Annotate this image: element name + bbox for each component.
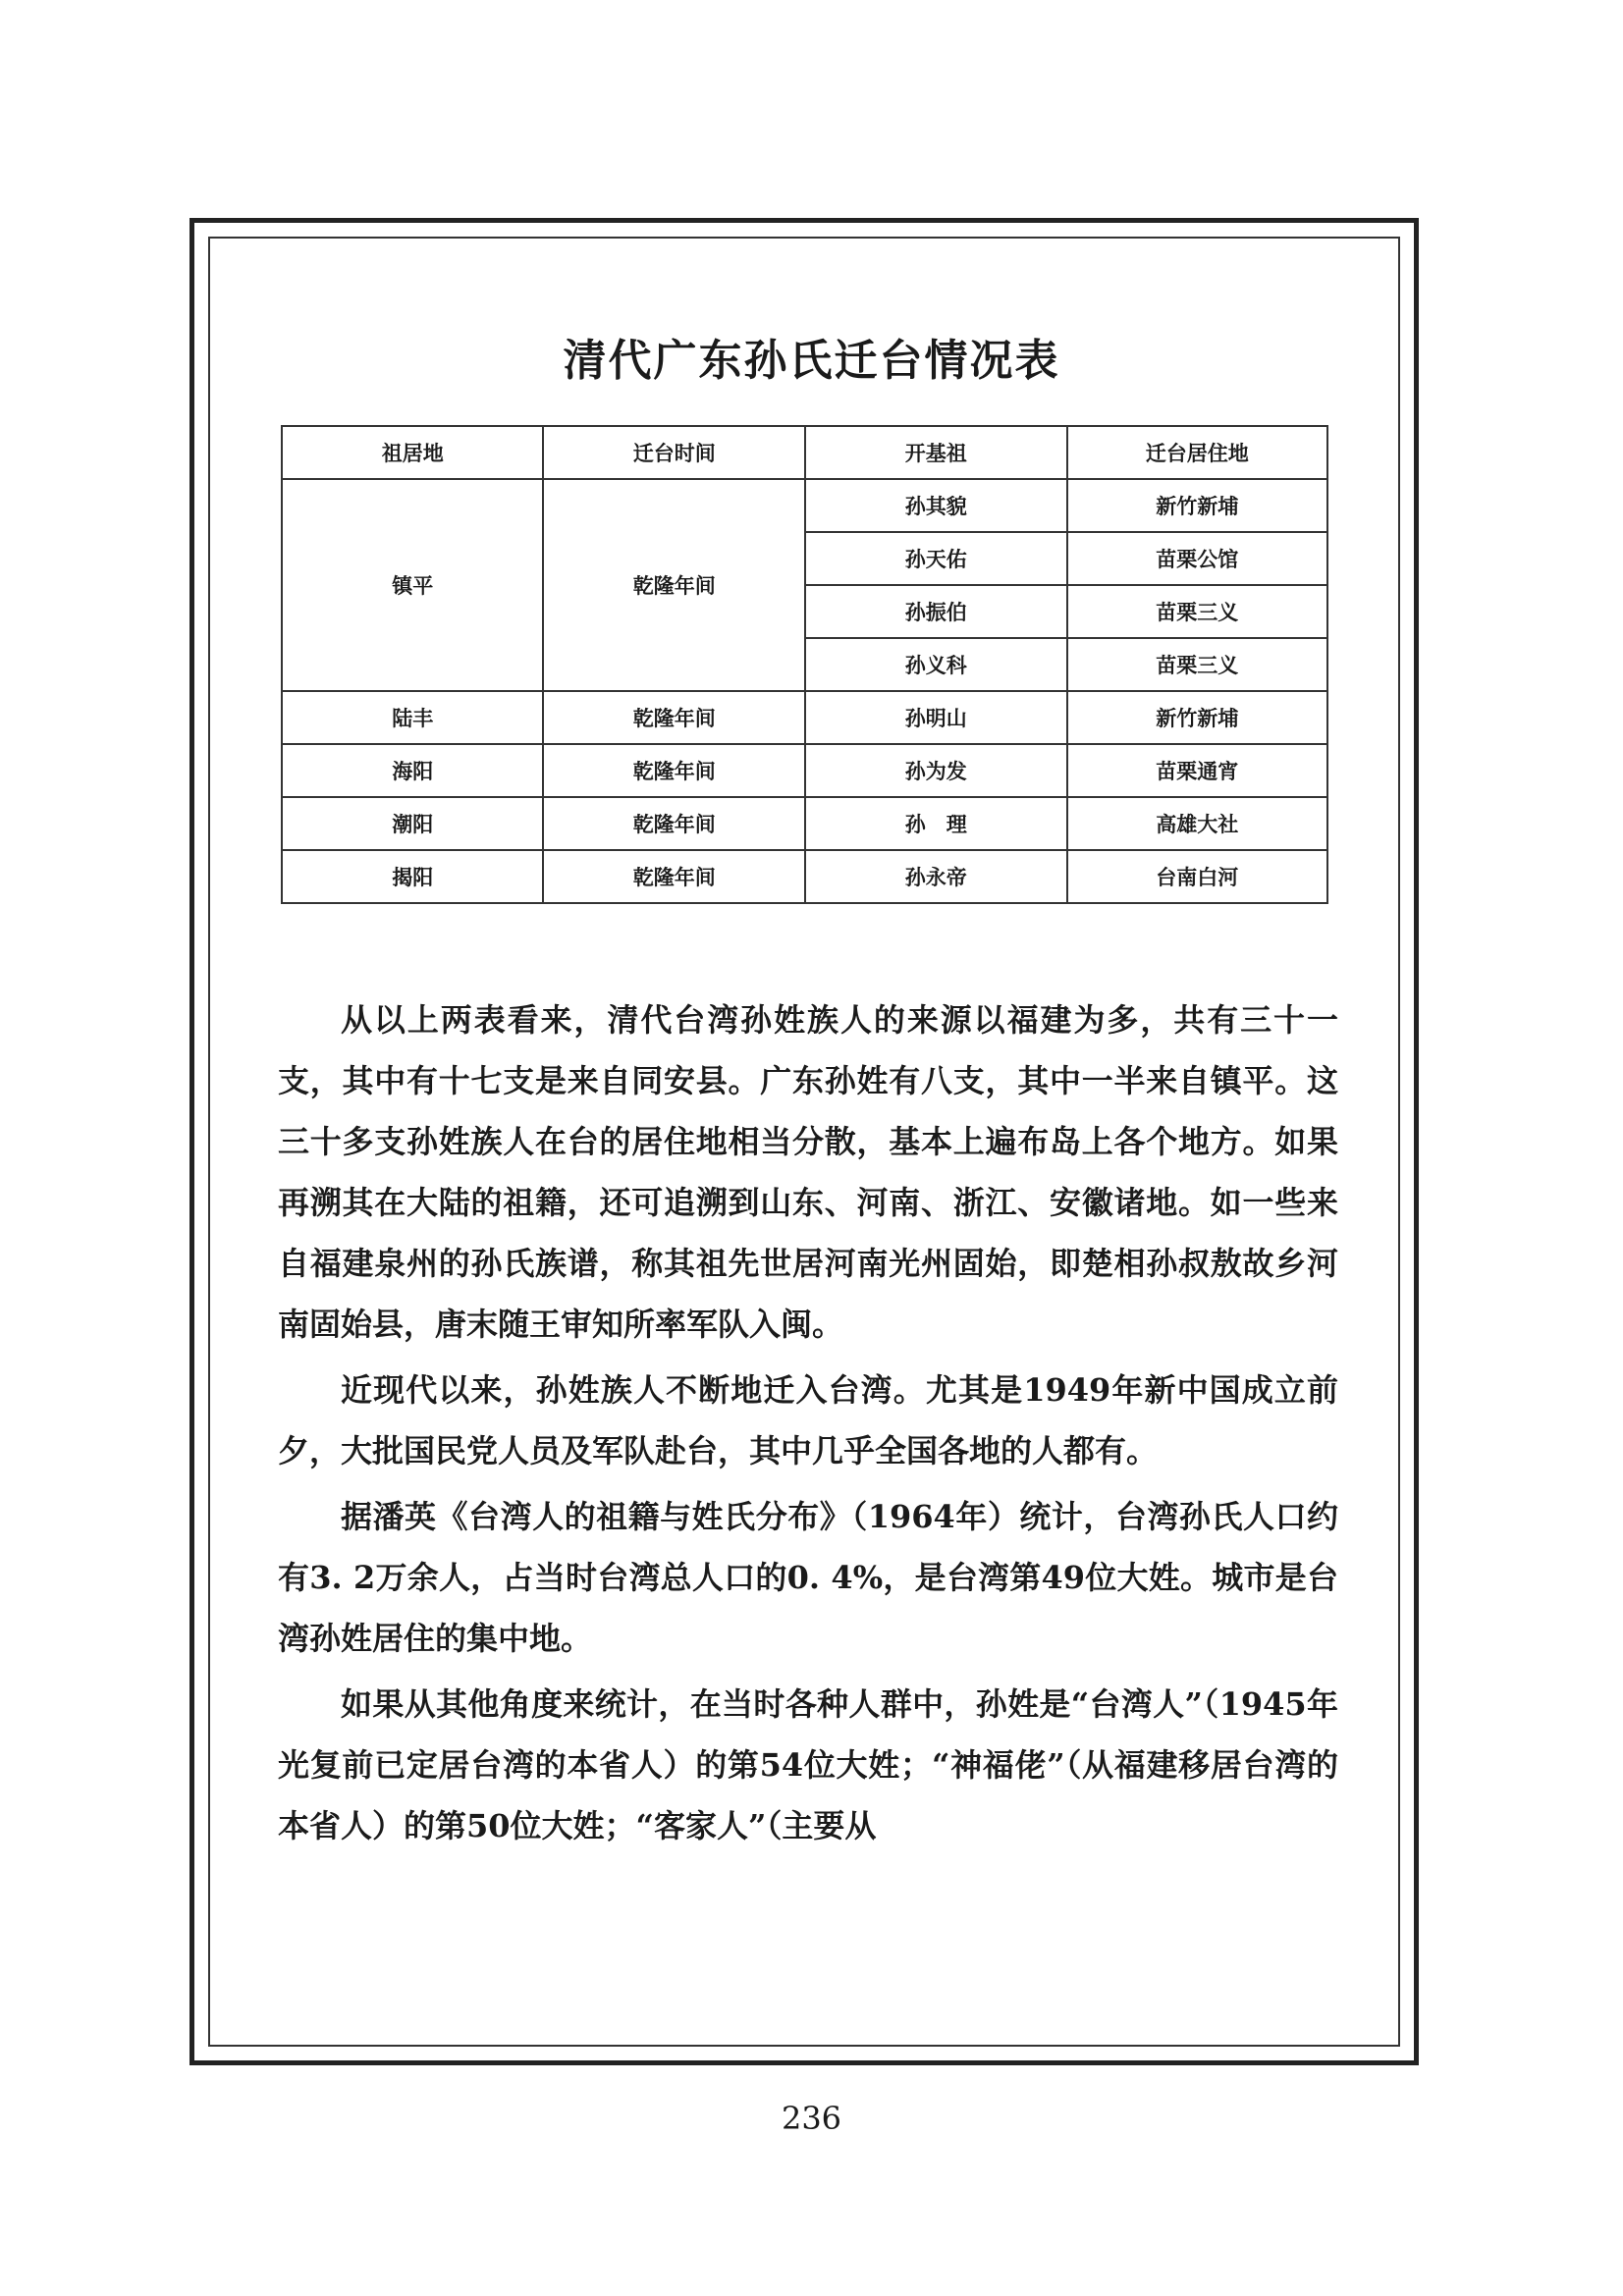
header-residence: 迁台居住地 bbox=[1067, 426, 1328, 479]
table-row bbox=[282, 797, 1327, 850]
cell-residence: 苗栗通宵 bbox=[1067, 744, 1328, 797]
table-row bbox=[282, 691, 1327, 744]
paragraph: 据潘英《台湾人的祖籍与姓氏分布》（1964年）统计，台湾孙氏人口约有3. 2万余人，占当时台湾总人口的0. 4%，是台湾第49位大姓。城市是台湾孙姓居住的集中地。 bbox=[278, 1498, 1338, 1657]
cell-founder: 孙明山 bbox=[805, 691, 1067, 744]
cell-time: 乾隆年间 bbox=[543, 479, 804, 691]
cell-residence: 苗栗公馆 bbox=[1067, 532, 1328, 585]
cell-time: 乾隆年间 bbox=[543, 797, 804, 850]
migration-table bbox=[281, 425, 1328, 904]
cell-founder: 孙义科 bbox=[805, 638, 1067, 691]
cell-founder: 孙其貌 bbox=[805, 479, 1067, 532]
cell-founder: 孙振伯 bbox=[805, 585, 1067, 638]
header-time: 迁台时间 bbox=[543, 426, 804, 479]
paragraph: 近现代以来，孙姓族人不断地迁入台湾。尤其是1949年新中国成立前夕，大批国民党人员及军队赴台，其中几乎全国各地的人都有。 bbox=[278, 1371, 1338, 1469]
cell-origin: 海阳 bbox=[282, 744, 543, 797]
cell-time: 乾隆年间 bbox=[543, 691, 804, 744]
cell-residence: 苗栗三义 bbox=[1067, 585, 1328, 638]
cell-founder: 孙为发 bbox=[805, 744, 1067, 797]
cell-origin: 潮阳 bbox=[282, 797, 543, 850]
cell-origin: 镇平 bbox=[282, 479, 543, 691]
paragraph: 如果从其他角度来统计，在当时各种人群中，孙姓是“台湾人”（1945年光复前已定居台湾的本省人）的第54位大姓；“神福佬”（从福建移居台湾的本省人）的第50位大姓；“客家人”（主要从 bbox=[278, 1685, 1338, 1844]
cell-residence: 台南白河 bbox=[1067, 850, 1328, 903]
header-founder: 开基祖 bbox=[805, 426, 1067, 479]
table-row bbox=[282, 850, 1327, 903]
cell-origin: 陆丰 bbox=[282, 691, 543, 744]
table-title: 清代广东孙氏迁台情况表 bbox=[563, 336, 1060, 386]
body-text bbox=[278, 989, 1338, 1861]
cell-origin: 揭阳 bbox=[282, 850, 543, 903]
cell-time: 乾隆年间 bbox=[543, 850, 804, 903]
cell-founder: 孙永帝 bbox=[805, 850, 1067, 903]
page-number: 236 bbox=[781, 2100, 842, 2137]
cell-residence: 苗栗三义 bbox=[1067, 638, 1328, 691]
cell-residence: 新竹新埔 bbox=[1067, 479, 1328, 532]
cell-time: 乾隆年间 bbox=[543, 744, 804, 797]
header-origin: 祖居地 bbox=[282, 426, 543, 479]
paragraph: 从以上两表看来，清代台湾孙姓族人的来源以福建为多，共有三十一支，其中有十七支是来自同安县。广东孙姓有八支，其中一半来自镇平。这三十多支孙姓族人在台的居住地相当分散，基本上遍布岛上各个地方。如果再溯其在大陆的祖籍，还可追溯到山东、河南、浙江、安徽诸地。如一些来自福建泉州的孙氏族谱，称其祖先世居河南光州固始，即楚相孙叔敖故乡河南固始县，唐末随王审知所率军队入闽。 bbox=[278, 1001, 1338, 1343]
cell-founder: 孙 理 bbox=[805, 797, 1067, 850]
cell-founder: 孙天佑 bbox=[805, 532, 1067, 585]
cell-residence: 新竹新埔 bbox=[1067, 691, 1328, 744]
table-header-row bbox=[282, 426, 1327, 479]
cell-residence: 高雄大社 bbox=[1067, 797, 1328, 850]
table-row bbox=[282, 479, 1327, 532]
table-row bbox=[282, 744, 1327, 797]
